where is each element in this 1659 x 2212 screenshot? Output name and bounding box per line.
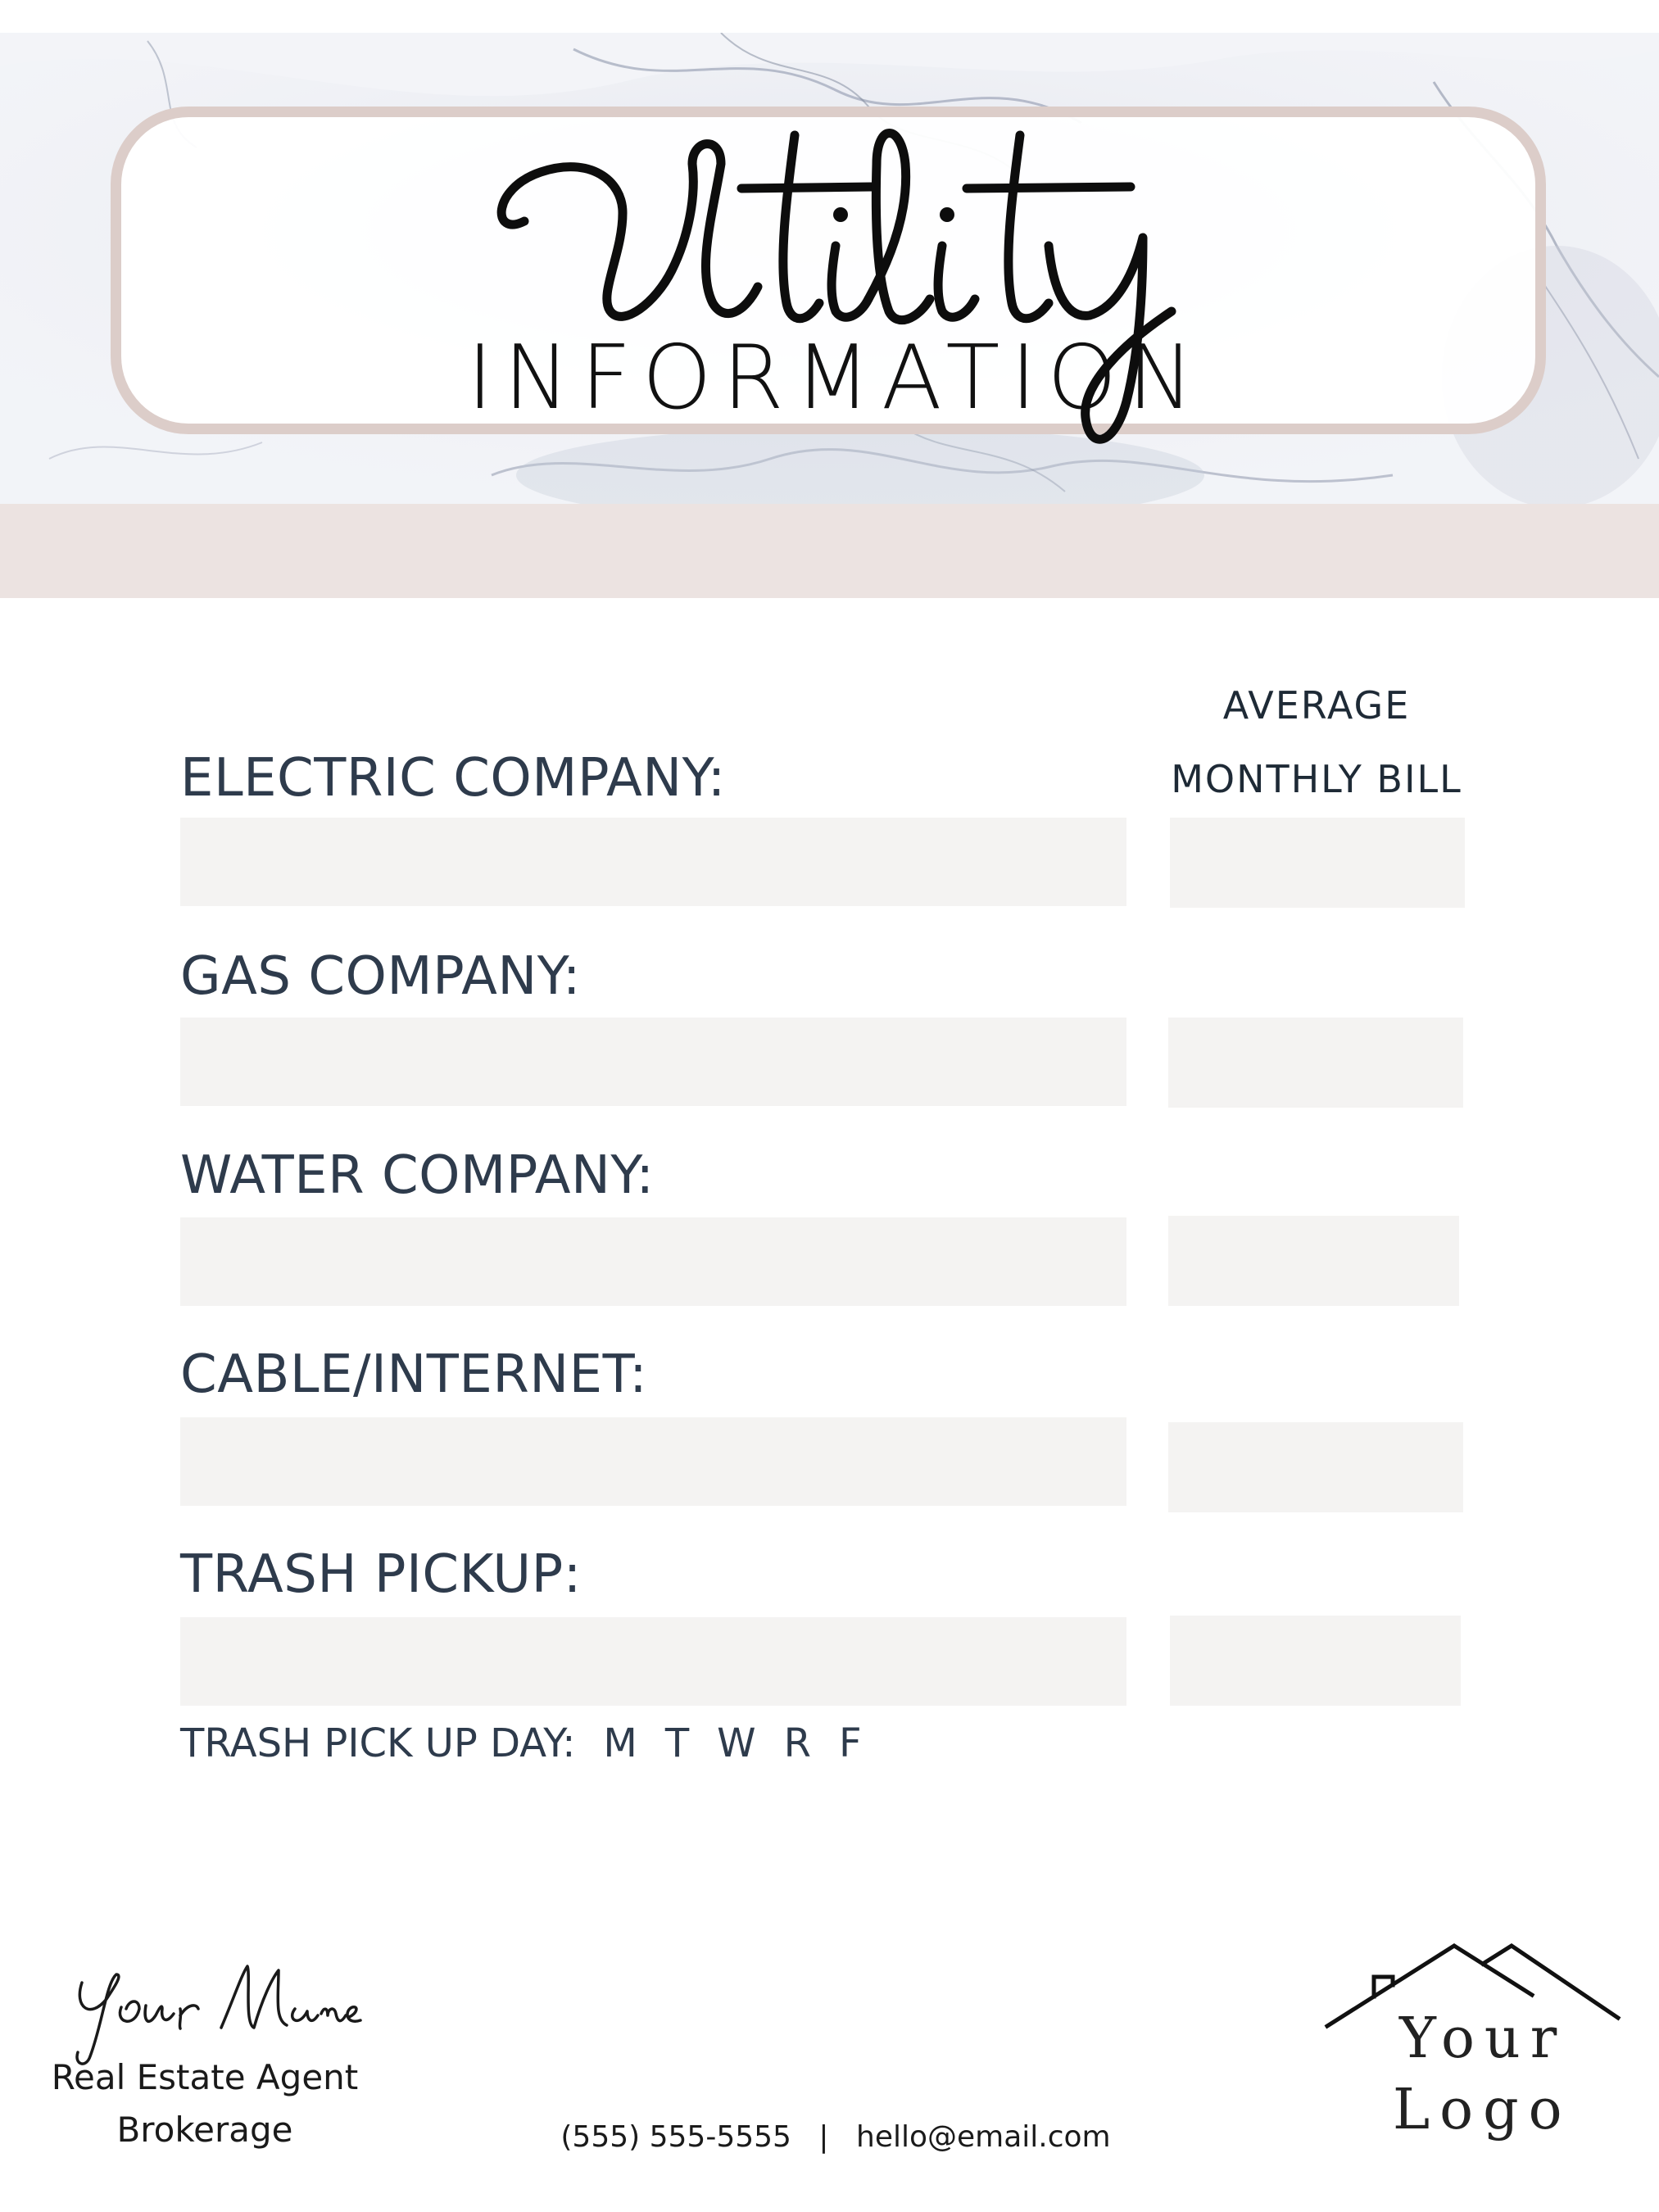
email-address[interactable]: hello@email.com: [856, 2120, 1111, 2154]
field-water-bill[interactable]: [1168, 1216, 1459, 1306]
signature-your-name: [57, 1950, 369, 2073]
label-water-company: WATER COMPANY:: [180, 1145, 655, 1206]
day-option-t[interactable]: T: [664, 1720, 690, 1766]
header-band: [0, 504, 1659, 598]
field-electric-company[interactable]: [180, 818, 1126, 906]
day-option-f[interactable]: F: [839, 1720, 862, 1766]
label-gas-company: GAS COMPANY:: [180, 946, 581, 1007]
day-option-r[interactable]: R: [783, 1720, 811, 1766]
field-electric-bill[interactable]: [1170, 818, 1465, 908]
field-cable-bill[interactable]: [1168, 1422, 1463, 1512]
field-trash-pickup[interactable]: [180, 1617, 1126, 1706]
label-trash-pickup: TRASH PICKUP:: [180, 1544, 582, 1605]
day-option-w[interactable]: W: [717, 1720, 756, 1766]
agent-brokerage: Brokerage: [116, 2110, 293, 2150]
field-trash-bill[interactable]: [1170, 1616, 1461, 1706]
contact-line: [492, 2120, 1180, 2154]
title-information: INFORMATION: [466, 327, 1205, 429]
label-electric-company: ELECTRIC COMPANY:: [180, 748, 726, 809]
field-water-company[interactable]: [180, 1217, 1126, 1306]
agent-role: Real Estate Agent: [51, 2057, 359, 2097]
logo-text-your: Your: [1399, 2006, 1567, 2071]
column-header-average: AVERAGE: [1222, 683, 1411, 728]
contact-separator: |: [818, 2120, 829, 2154]
label-cable-internet: CABLE/INTERNET:: [180, 1344, 648, 1405]
field-gas-company[interactable]: [180, 1018, 1126, 1106]
title-utility-script: [0, 0, 1659, 459]
phone-number[interactable]: (555) 555-5555: [560, 2120, 791, 2154]
day-option-m[interactable]: M: [603, 1720, 637, 1766]
column-header-monthly-bill: MONTHLY BILL: [1171, 757, 1462, 801]
field-gas-bill[interactable]: [1168, 1018, 1463, 1108]
trash-day-label: TRASH PICK UP DAY:: [180, 1720, 576, 1766]
logo-text-logo: Logo: [1393, 2078, 1572, 2142]
trash-day-row: [180, 1720, 862, 1766]
field-cable-internet[interactable]: [180, 1417, 1126, 1506]
